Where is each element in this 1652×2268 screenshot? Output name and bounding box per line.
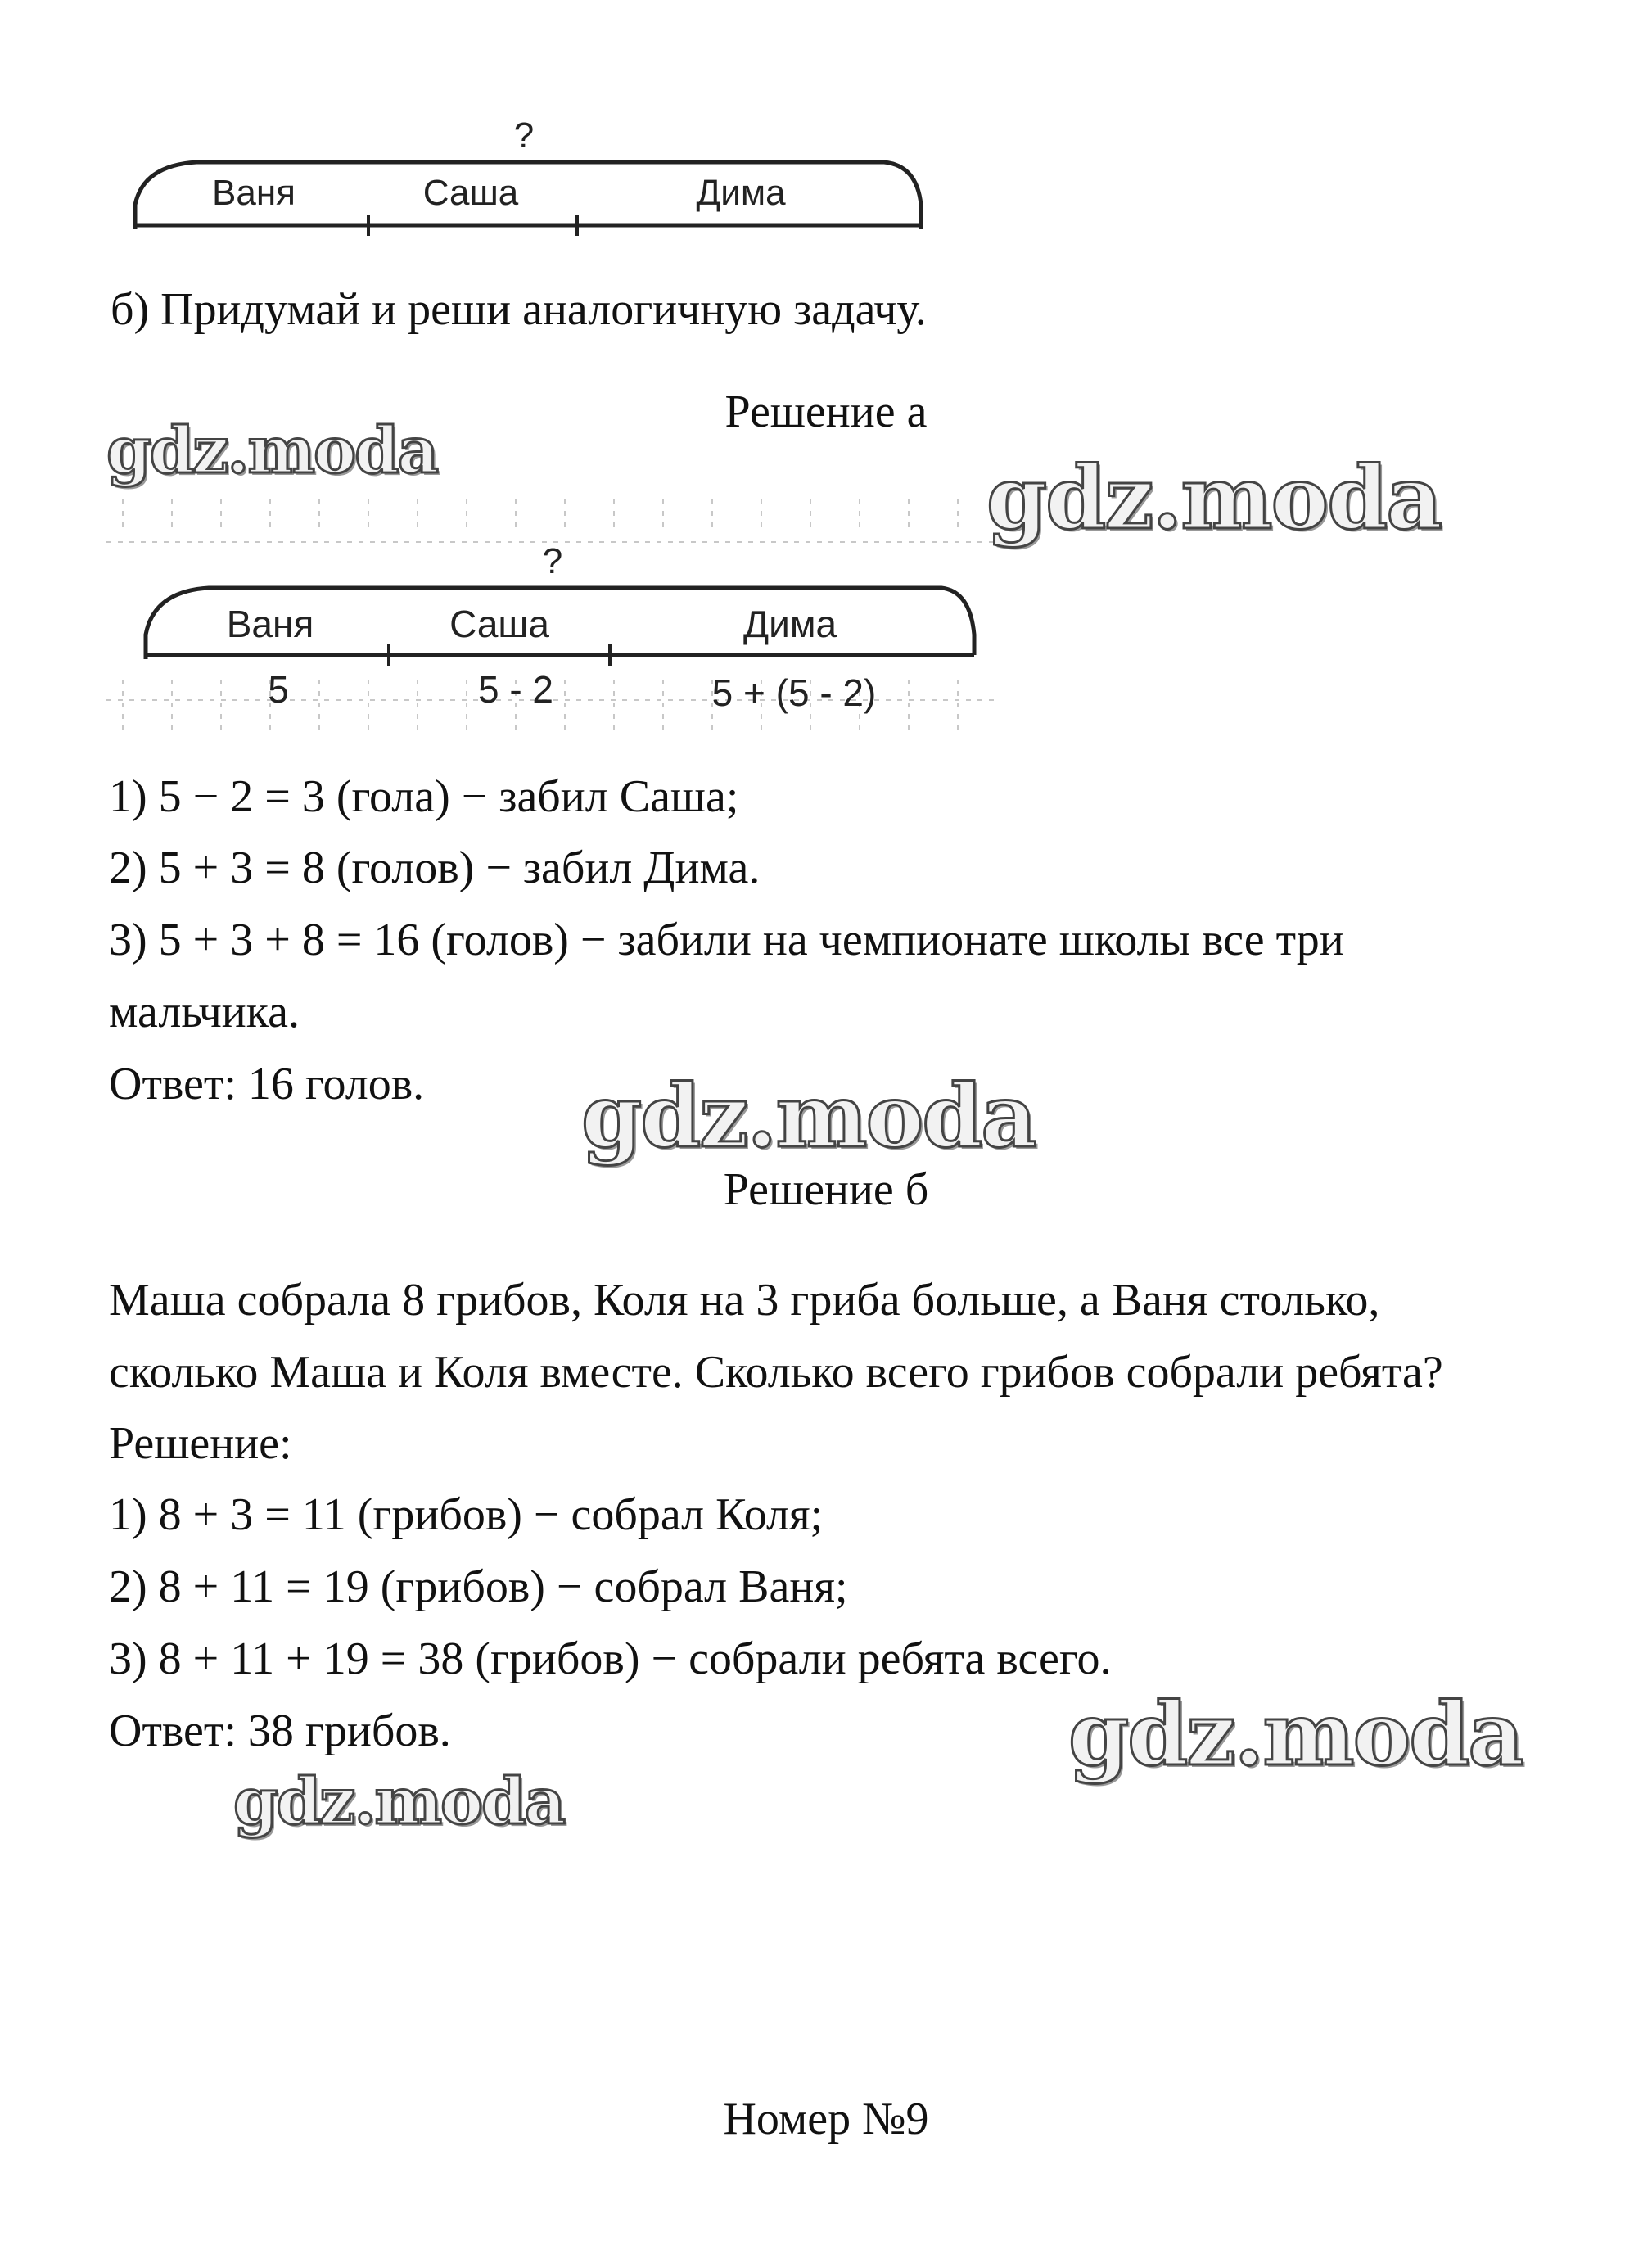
segment-label-dima: Дима <box>696 173 786 213</box>
watermark: gdz.moda <box>106 413 438 488</box>
segment-label-vanya: Ваня <box>212 173 296 213</box>
problem-b-line-2: сколько Маша и Коля вместе. Сколько всего грибов собрали ребята? <box>109 1347 1443 1398</box>
page-footer: Номер №9 <box>723 2094 929 2144</box>
solution-b-answer: Ответ: 38 грибов. <box>109 1706 451 1756</box>
segment-diagram-task <box>123 115 925 246</box>
solution-b-heading: Решение б <box>723 1164 929 1215</box>
segment-label-dima: Дима <box>742 603 837 645</box>
diagram-question-mark: ? <box>542 541 563 581</box>
solution-a-step-3: 3) 5 + 3 + 8 = 16 (голов) − забили на чемпионате школы все три <box>109 915 1344 965</box>
segment-value-vanya: 5 <box>268 668 289 711</box>
solution-b-step-2: 2) 8 + 11 = 19 (грибов) − собрал Ваня; <box>109 1561 848 1612</box>
segment-label-sasha: Саша <box>422 173 519 213</box>
solution-a-step-3-cont: мальчика. <box>109 987 300 1037</box>
solution-a-answer: Ответ: 16 голов. <box>109 1059 425 1109</box>
solution-b-step-3: 3) 8 + 11 + 19 = 38 (грибов) − собрали ребята всего. <box>109 1633 1112 1684</box>
task-b-text: б) Придумай и реши аналогичную задачу. <box>111 284 927 335</box>
solution-a-step-2: 2) 5 + 3 = 8 (голов) − забил Дима. <box>109 843 761 893</box>
solution-b-step-1: 1) 8 + 3 = 11 (грибов) − собрал Коля; <box>109 1489 824 1540</box>
segment-value-dima: 5 + (5 - 2) <box>711 671 877 714</box>
segment-value-sasha: 5 - 2 <box>477 668 554 711</box>
solution-a-heading: Решение а <box>724 386 928 437</box>
solution-a-step-1: 1) 5 − 2 = 3 (гола) − забил Саша; <box>109 771 739 822</box>
problem-b-line-1: Маша собрала 8 грибов, Коля на 3 гриба больше, а Ваня столько, <box>109 1275 1380 1326</box>
watermark: gdz.moda <box>986 446 1441 549</box>
watermark: gdz.moda <box>581 1064 1036 1167</box>
diagram-question-mark: ? <box>513 115 535 156</box>
segment-label-sasha: Саша <box>449 603 549 645</box>
watermark: gdz.moda <box>1068 1683 1523 1785</box>
segment-diagram-solution <box>106 483 1007 745</box>
segment-label-vanya: Ваня <box>226 603 314 645</box>
solution-b-label: Решение: <box>109 1418 292 1469</box>
watermark: gdz.moda <box>233 1764 565 1839</box>
